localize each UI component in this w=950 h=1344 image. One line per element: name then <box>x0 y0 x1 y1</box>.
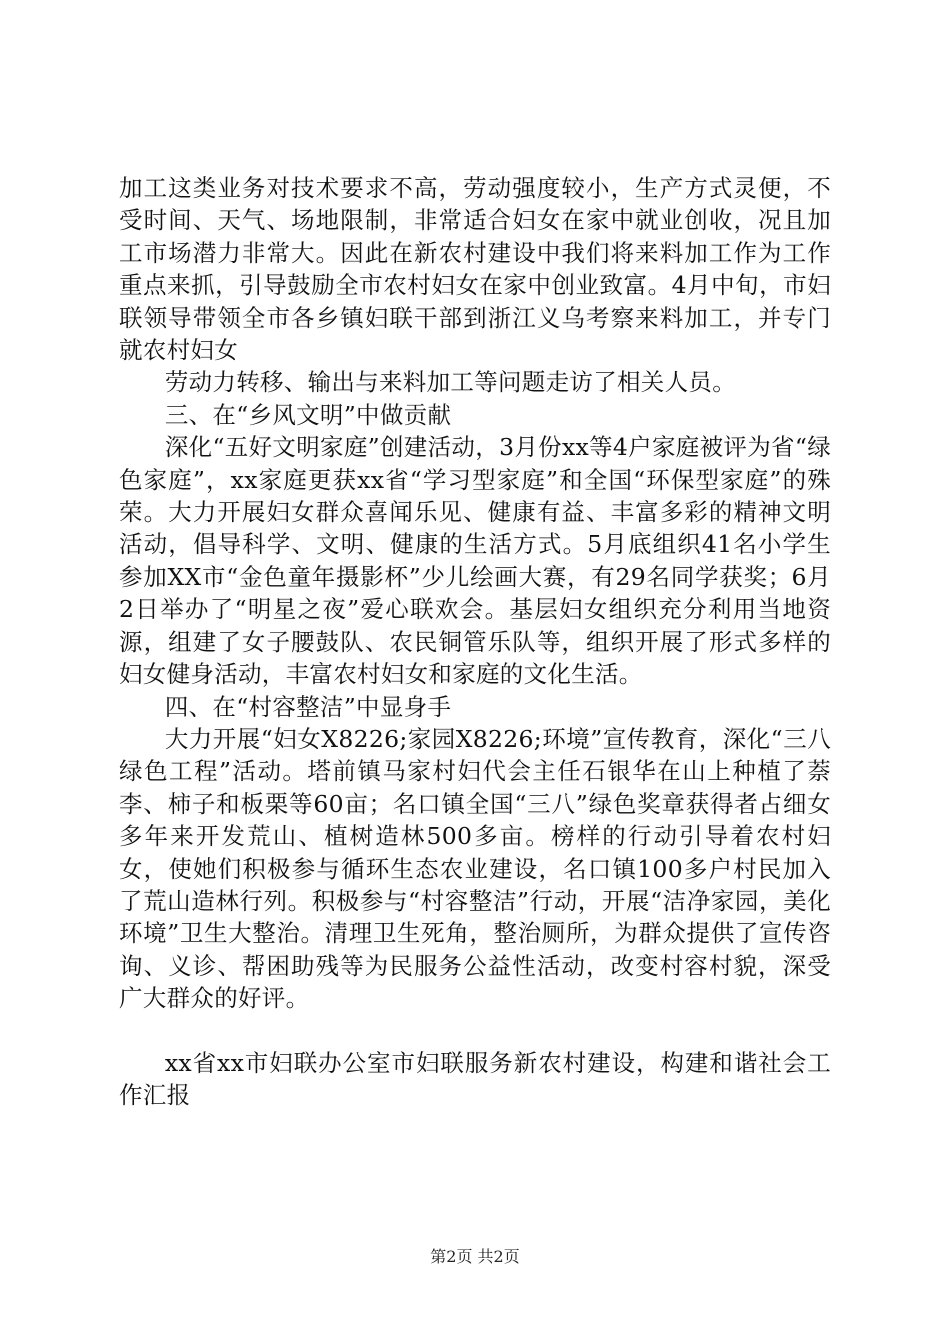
paragraph-labor-transfer: 劳动力转移、输出与来料加工等问题走访了相关人员。 <box>164 368 737 397</box>
paragraph-spacer <box>119 1015 831 1047</box>
paragraph-green-project: 大力开展“妇女X8226;家园X8226;环境”宣传教育，深化“三八绿色工程”活动。塔前镇马家村妇代会主任石银华在山上种植了萘李、柿子和板栗等60亩；名口镇全国“三八”绿色奖章获得者占细女多年来开发荒山、植树造林500多亩。榜样的行动引导着农村妇女，使她们积极参与循环生态农业建设，名口镇100多户村民加入了荒山造林行列。积极参与“村容整洁”行动，开展“洁净家园，美化环境”卫生大整治。清理卫生死角，整治厕所，为群众提供了宣传咨询、义诊、帮困助残等为民服务公益性活动，改变村容村貌，深受广大群众的好评。 <box>119 724 831 1013</box>
paragraph-five-good-families: 深化“五好文明家庭”创建活动，3月份xx等4户家庭被评为省“绿色家庭”，xx家庭更获xx省“学习型家庭”和全国“环保型家庭”的殊荣。大力开展妇女群众喜闻乐见、健康有益、丰富多彩的精神文明活动，倡导科学、文明、健康的生活方式。5月底组织41名小学生参加XX市“金色童年摄影杯”少儿绘画大赛，有29名同学获奖；6月2日举办了“明星之夜”爱心联欢会。基层妇女组织充分利用当地资源，组建了女子腰鼓队、农民铜管乐队等，组织开展了形式多样的妇女健身活动，丰富农村妇女和家庭的文化生活。 <box>119 433 831 689</box>
section-heading-village-cleanliness: 四、在“村容整洁”中显身手 <box>164 692 452 721</box>
section-heading-rural-civility: 三、在“乡风文明”中做贡献 <box>164 400 452 429</box>
page-number-footer: 第2页 共2页 <box>430 1247 520 1266</box>
document-body <box>119 172 831 1111</box>
report-title-line: xx省xx市妇联办公室市妇联服务新农村建设，构建和谐社会工作汇报 <box>119 1048 831 1109</box>
paragraph-processing-work: 加工这类业务对技术要求不高，劳动强度较小，生产方式灵便，不受时间、天气、场地限制，非常适合妇女在家中就业创收，况且加工市场潜力非常大。因此在新农村建设中我们将来料加工作为工作重点来抓，引导鼓励全市农村妇女在家中创业致富。4月中旬，市妇联领导带领全市各乡镇妇联干部到浙江义乌考察来料加工，并专门就农村妇女 <box>119 174 831 365</box>
